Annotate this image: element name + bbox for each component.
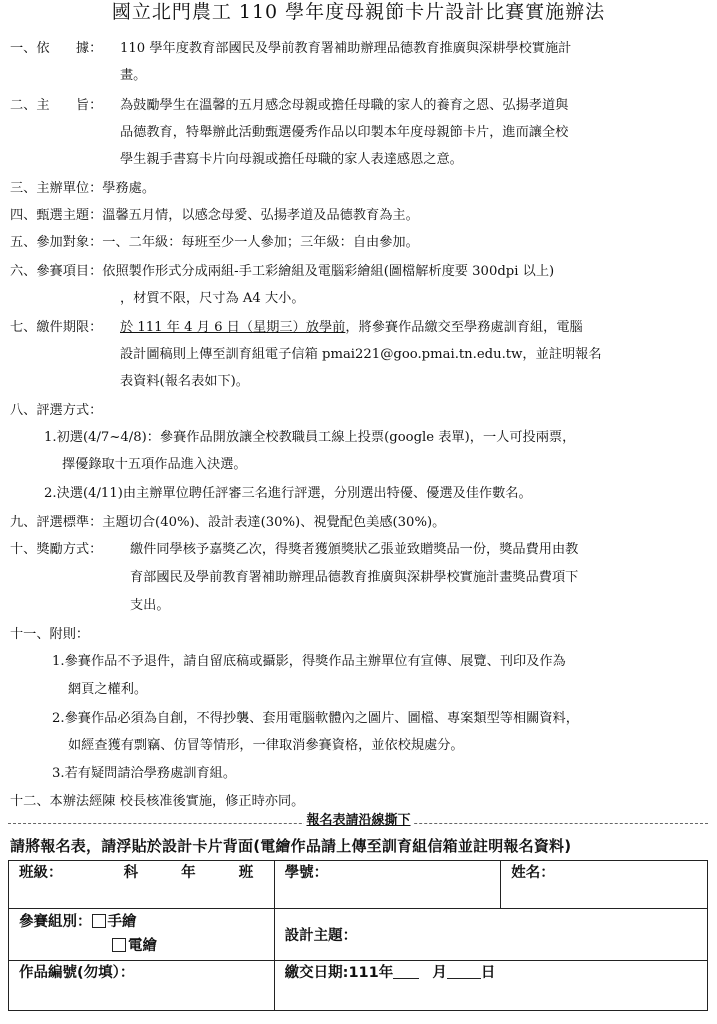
student-id-label: 學號： [284,865,329,881]
group-label: 參賽組別： [19,914,92,930]
section-8-item-1-cont: 擇優錄取十五項作品進入決選。 [62,457,247,472]
name-cell[interactable] [501,861,708,909]
section-9: 九、評選標準：主題切合(40%)、設計表達(30%)、視覺配色美感(30%)。 [10,515,446,530]
section-11-item-1: 1.參賽作品不予退件，請自留底稿或攝影，得獎作品主辦單位有宣傳、展覽、刊印及作為 [52,654,566,669]
section-11-item-1-cont: 網頁之權利。 [68,682,148,697]
work-number-cell [9,961,275,1011]
section-8-item-1: 1.初選(4/7~4/8)：參賽作品開放讓全校教職員工線上投票(google 表單)，一人可投兩票， [44,430,576,445]
section-10-text: 育部國民及學前教育署補助辦理品德教育推廣與深耕學校實施計畫獎品費項下 [130,570,579,585]
section-10-label: 十、獎勵方式： [10,542,103,557]
day-blank[interactable] [447,965,481,979]
work-number-label: 作品編號(勿填）： [19,965,135,981]
digital-checkbox[interactable] [112,938,126,952]
section-11-item-2: 2.參賽作品必須為自創，不得抄襲、套用電腦軟體內之圖片、圖檔、專案類型等相關資料， [52,711,579,726]
month-label: 月 [432,965,447,981]
section-7-text: 設計圖稿則上傳至訓育組電子信箱 pmai221@goo.pmai.tn.edu.tw，並註明報名 [120,347,602,362]
hand-drawn-checkbox[interactable] [92,914,106,928]
section-6-cont: ，材質不限，尺寸為 A4 大小。 [120,291,305,306]
section-10-text: 繳件同學核予嘉獎乙次，得獎者獲頒獎狀乙張並致贈獎品一份，獎品費用由教 [130,542,579,557]
class-suffix-label: 班 [238,865,254,881]
name-label: 姓名： [511,865,555,881]
page-title: 國立北門農工 110 學年度母親節卡片設計比賽實施辦法 [111,1,606,23]
class-label: 班級： [19,865,63,881]
section-3: 三、主辦單位：學務處。 [10,181,156,196]
section-1-label: 一、依 據： [10,41,103,56]
registration-form [8,860,708,1011]
section-1-text: 畫。 [120,68,147,83]
section-1-text: 110 學年度教育部國民及學前教育署補助辦理品德教育推廣與深耕學校實施計 [120,41,572,56]
section-7-rest: ，將參賽作品繳交至學務處訓育組，電腦 [345,320,583,335]
class-cell[interactable] [9,861,275,909]
group-cell [9,909,275,961]
section-11-item-3: 3.若有疑問請洽學務處訓育組。 [52,766,237,781]
section-2-text: 為鼓勵學生在溫馨的五月感念母親或擔任母職的家人的養育之恩、弘揚孝道與 [120,98,569,113]
theme-cell[interactable] [274,909,707,961]
date-label: 繳交日期:111年 [284,965,394,981]
section-2-label: 二、主 旨： [10,98,103,113]
section-8-item-2: 2.決選(4/11)由主辦單位聘任評審三名進行評選，分別選出特優、優選及佳作數名。 [44,486,532,501]
month-blank[interactable] [393,965,419,979]
section-11: 十一、附則： [10,627,90,642]
section-2-text: 品德教育，特舉辦此活動甄選優秀作品以印製本年度母親節卡片，進而讓全校 [120,125,569,140]
form-instruction: 請將報名表，請浮貼於設計卡片背面(電繪作品請上傳至訓育組信箱並註明報名資料) [10,837,572,855]
digital-label: 電繪 [128,938,157,954]
section-12: 十二、本辦法經陳 校長核准後實施，修正時亦同。 [10,794,305,809]
section-10-text: 支出。 [130,598,170,613]
tear-label [0,813,717,829]
hand-drawn-label: 手繪 [107,914,137,930]
deadline: 於 111 年 4 月 6 日（星期三）放學前 [120,320,346,335]
submission-date-cell[interactable] [274,961,707,1011]
section-7-text: 表資料(報名表如下)。 [120,374,249,389]
theme-label: 設計主題： [284,928,358,944]
dept-label: 科 [123,865,139,881]
tear-label-text: 報名表請沿線撕下 [306,813,411,828]
section-6: 六、參賽項目：依照製作形式分成兩組-手工彩繪組及電腦彩繪組(圖檔解析度要 300dpi 以上) [10,264,555,279]
section-8: 八、評選方式： [10,403,103,418]
section-7-label: 七、繳件期限： [10,320,103,335]
year-label: 年 [181,865,196,881]
section-2-text: 學生親手書寫卡片向母親或擔任母職的家人表達感恩之意。 [120,152,463,167]
section-7-text [120,319,583,337]
student-id-cell[interactable] [274,861,501,909]
section-4: 四、甄選主題：溫馨五月情，以感念母愛、弘揚孝道及品德教育為主。 [10,208,419,223]
day-label: 日 [480,965,496,981]
section-5: 五、參加對象：一、二年級：每班至少一人參加；三年級：自由參加。 [10,235,419,250]
section-11-item-2-cont: 如經查獲有剽竊、仿冒等情形，一律取消參賽資格，並依校規處分。 [68,738,464,753]
